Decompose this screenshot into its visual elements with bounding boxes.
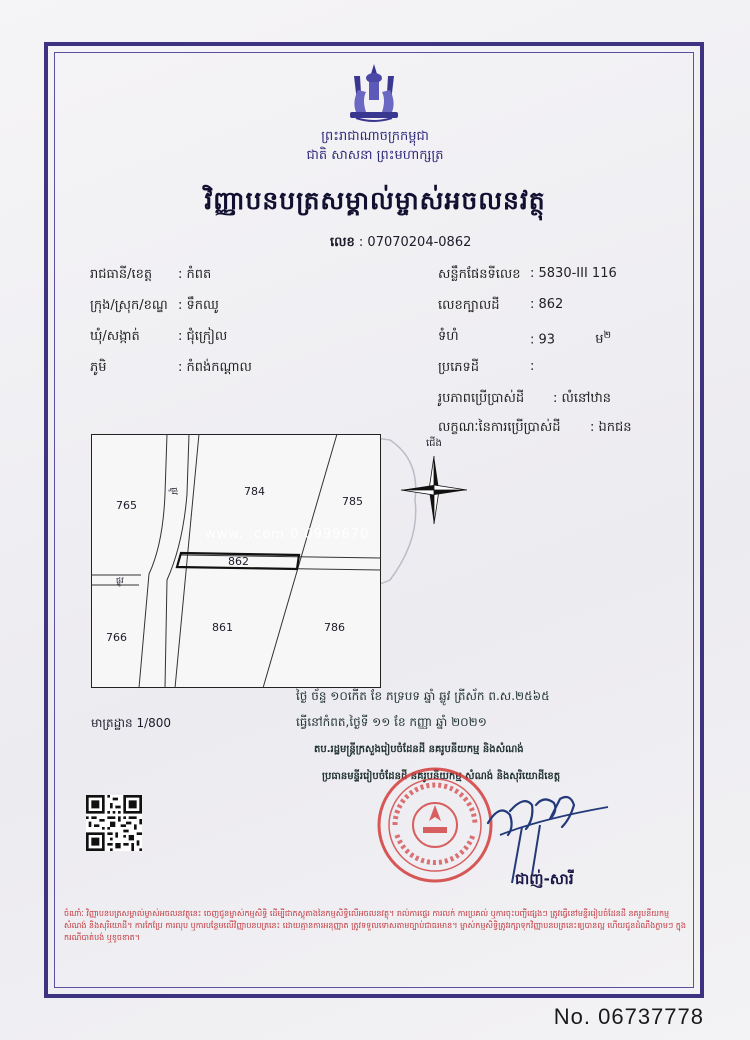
land-type-value: : [530,359,535,374]
commune-value: : ជុំក្រៀល [178,329,228,344]
parcel-number-value: : 862 [530,297,564,312]
parcel-label-765: 765 [116,499,137,512]
village-value: : កំពង់កណ្ដាល [178,360,252,375]
map-scale: មាត្រដ្ឋាន 1/800 [91,716,172,730]
area-value: : 93 ម$^២$ [530,330,612,348]
watermark-text: www. .com 0 0999670 [205,527,370,542]
issue-place-date: ធ្វើនៅកំពត,ថ្ងៃទី ១១ ខែ កញ្ញា ឆ្នាំ ២០២១ [296,715,487,729]
commune-label: ឃុំ/សង្កាត់ [90,329,140,344]
province-label: រាជធានី/ខេត្ត [90,267,153,282]
land-use-value: : លំនៅឋាន [553,391,612,406]
signer-name: ជាញ់-សារី [515,870,574,888]
north-arrow-icon [399,454,469,526]
parcel-label-786: 786 [324,621,345,634]
land-type-label: ប្រភេទដី [438,360,480,375]
qr-code-icon [86,795,142,851]
parcel-number-label: លេខក្បាលដី [438,298,500,313]
area-label: ទំហំ [438,329,459,344]
parcel-label-766: 766 [106,631,127,644]
signing-official-title: ប្រធានមន្ទីររៀបចំដែនដី នគរូបនីយកម្ម សំណង់ និងសុរិយោដីខេត្ត [322,771,561,782]
handwritten-signature [470,775,620,885]
map-sheet-value: : 5830-III 116 [530,266,617,281]
national-motto: ជាតិ សាសនា ព្រះមហាក្សត្រ [306,148,444,163]
map-sheet-label: សន្លឹកផែនទីលេខ [438,267,521,282]
road-label-horizontal: ផ្លូវ [116,576,124,585]
north-label: ជើង [426,438,442,449]
village-label: ភូមិ [90,360,107,375]
royal-emblem-icon [342,62,406,124]
certificate-number-value: 07070204-0862 [367,235,472,250]
land-use-label: រូបភាពប្រើប្រាស់ដី [438,391,525,406]
certificate-number-label: លេខ [330,235,355,250]
road-label-vertical: ផ្លូវ [169,487,179,495]
area-unit-sup: ២ [603,330,612,341]
parcel-label-862: 862 [228,555,249,568]
kingdom-heading: ព្រះរាជាណាចក្រកម្ពុជា [321,129,429,144]
district-value: : ទឹកឈូ [178,298,219,313]
land-use-character-label: លក្ខណៈនៃការប្រើប្រាស់ដី [438,420,561,435]
issue-lunar-date: ថ្ងៃ ច័ន្ទ ១០កើត ខែ ភទ្របទ ឆ្នាំ ឆ្លូវ ត្រីស័ក ព.ស.២៥៦៥ [296,689,550,703]
area-unit: ម [595,332,604,348]
parcel-label-785: 785 [342,495,363,508]
land-use-character-value: : ឯកជន [590,420,632,435]
parcel-label-784: 784 [244,485,265,498]
province-value: : កំពត [178,267,212,282]
serial-number: No. 06737778 [553,1004,704,1029]
district-label: ក្រុង/ស្រុក/ខណ្ឌ [90,298,168,313]
parcel-label-861: 861 [212,621,233,634]
parcel-map [91,434,381,688]
issuing-authority: តប.រដ្ឋមន្ត្រីក្រសួងរៀបចំដែនដី នគរូបនីយកម្ម និងសំណង់ [314,744,524,755]
legal-notice: ចំណាំៈ វិញ្ញាបនបត្រសម្គាល់ម្ចាស់អចលនវត្ថុនេះ ចេញជូនម្ចាស់កម្មសិទ្ធិ ដើម្បីជាភស្តុតាងនៃកម្មសិទ្ធិលើអចលនវត្ថុ។ រាល់ការផ្ទេរ ការលក់ ការប្រគល់ ឬការចុះបញ្ជីផ្សេងៗ ត្រូវធ្វើនៅមន្ទីររៀបចំដែនដី នគរូបនីយកម្ម សំណង់ និងសុរិយោដី។ ការកែប្រែ ការលុប ឬការបន្ថែមលើវិញ្ញាបនបត្រនេះ ដោយគ្មានការអនុញ្ញាត ត្រូវទទួលទោសតាមច្បាប់ជាធរមាន។ ម្ចាស់កម្មសិទ្ធិត្រូវរក្សាទុកវិញ្ញាបនបត្រនេះឲ្យបានល្អ ហើយជូនដំណឹងភ្លាមៗ ក្នុងករណីបាត់បង់ ឬខូចខាត។ [64,909,686,942]
certificate-number: លេខ : 07070204-0862 [330,235,472,250]
page-title: វិញ្ញាបនបត្រសម្គាល់ម្ចាស់អចលនវត្ថុ [204,186,546,215]
